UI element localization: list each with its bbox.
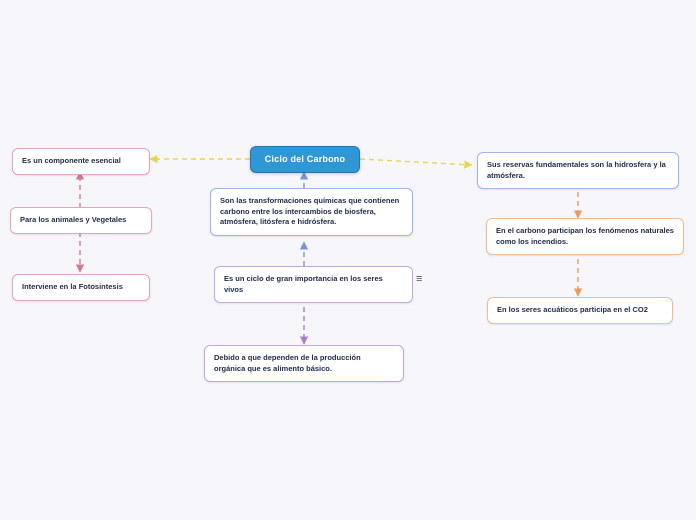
node-label: En el carbono participan los fenómenos naturales como los incendios.: [496, 226, 674, 246]
node-transformaciones-quimicas[interactable]: [210, 188, 413, 236]
node-label: Es un componente esencial: [22, 156, 121, 165]
node-ciclo-de-gran-importancia[interactable]: [214, 266, 413, 303]
node-label: Debido a que dependen de la producción orgánica que es alimento básico.: [214, 353, 361, 373]
node-interviene-en-la-fotosintesis[interactable]: [12, 274, 150, 301]
node-fenomenos-naturales[interactable]: [486, 218, 684, 255]
central-node[interactable]: [250, 146, 360, 173]
node-label: Interviene en la Fotosintesis: [22, 282, 123, 291]
node-label: Es un ciclo de gran importancia en los seres vivos: [224, 274, 383, 294]
node-produccion-organica[interactable]: [204, 345, 404, 382]
node-para-los-animales-y-vegetales[interactable]: [10, 207, 152, 234]
node-label: Son las transformaciones químicas que contienen carbono entre los intercambios de biosfera, atmósfera, litósfera e hidrósfera.: [220, 196, 400, 227]
node-label: Para los animales y Vegetales: [20, 215, 127, 224]
node-es-un-componente-esencial[interactable]: [12, 148, 150, 175]
node-label: Sus reservas fundamentales son la hidrosfera y la atmósfera.: [487, 160, 666, 180]
node-seres-acuaticos-co2[interactable]: [487, 297, 673, 324]
central-node-label: Ciclo del Carbono: [264, 154, 346, 165]
drag-handle-icon[interactable]: ≡: [416, 273, 423, 285]
node-label: En los seres acuáticos participa en el CO2: [497, 305, 648, 314]
node-reservas-fundamentales[interactable]: [477, 152, 679, 189]
